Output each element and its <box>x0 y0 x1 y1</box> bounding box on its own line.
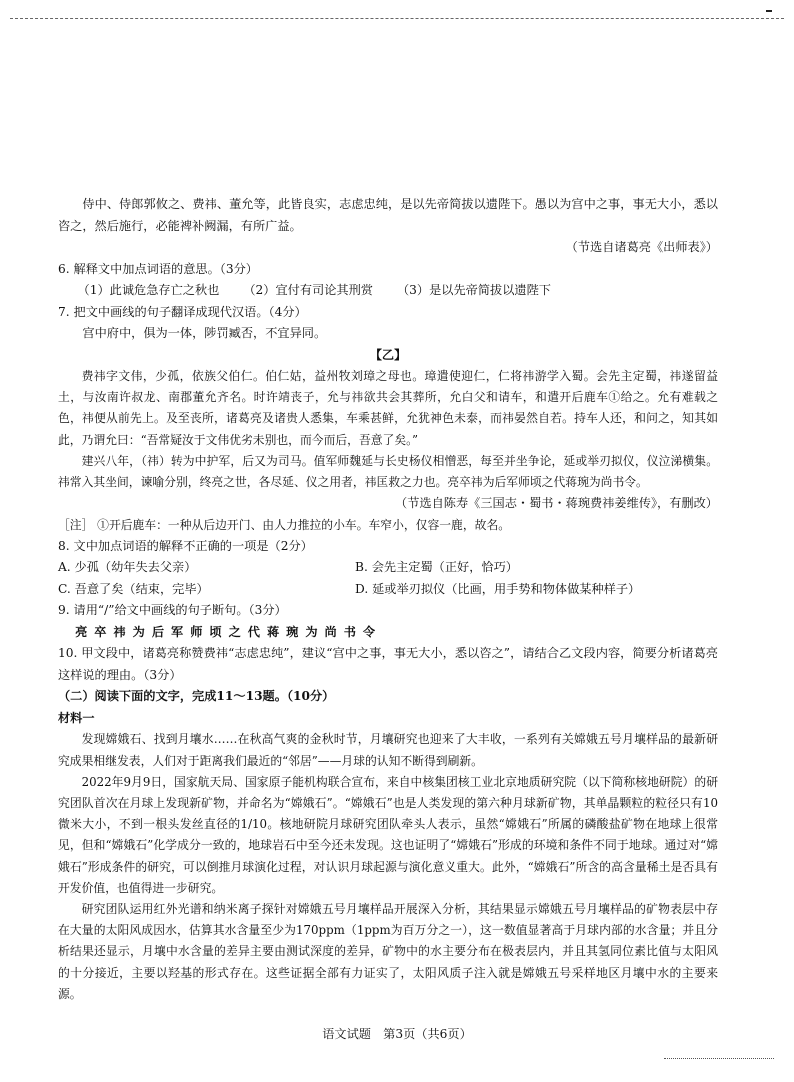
material-1-label: 材料一 <box>58 710 95 725</box>
material-1-paragraph-1: 发现嫦娥石、找到月壤水……在秋高气爽的金秋时节，月壤研究也迎来了大丰收，一系列有关嫦娥五号月壤样品的最新研究成果相继发表，人们对于距离我们最近的“邻居”——月球的认知不断得到刷新。 <box>58 732 718 768</box>
page-footer: 语文试题 第3页（共6页） <box>322 1027 472 1041</box>
question-8-option-d: D. 延或举刃拟仪（比画，用手势和物体做某种样子） <box>355 581 641 596</box>
section-2-title: （二）阅读下面的文字，完成11～13题。（10分） <box>58 689 335 704</box>
question-6-item-1: （1）此诚危急存亡之秋也 <box>77 283 220 297</box>
question-8-option-c: C. 吾意了矣（结束，完毕） <box>58 581 209 596</box>
question-8-options-row-2 <box>58 579 718 601</box>
question-6-item-2: （2）宜付有司论其刑赏 <box>243 283 373 297</box>
question-9-stem: 9. 请用“/”给文中画线的句子断句。（3分） <box>58 603 287 618</box>
passage-yi-source: （节选自陈寿《三国志・蜀书・蒋琬费祎姜维传》，有删改） <box>395 496 718 511</box>
question-10-stem: 10. 甲文段中，诸葛亮称赞费祎“志虑忠纯”，建议“宫中之事，事无大小，悉以咨之”，请结合乙文段内容，简要分析诸葛亮这样说的理由。（3分） <box>58 646 718 682</box>
material-1-paragraph-3: 研究团队运用红外光谱和纳米离子探针对嫦娥五号月壤样品开展深入分析，其结果显示嫦娥五号月壤样品的矿物表层中存在大量的太阳风成因水，估算其水含量至少为170ppm（1ppm为百万分之一），这一数值显著高于月球内部的水含量；并且分析结果还显示，月壤中水含量的差异主要由测试深度的差异，矿物中的水主要分布在极表层内，并且其氢同位素比值与太阳风的十分接近，主要以羟基的形式存在。这些证据全部有力证实了，太阳风质子注入就是嫦娥五号采样地区月壤中水的主要来源。 <box>58 902 718 1001</box>
question-6-stem: 6. 解释文中加点词语的意思。（3分） <box>58 261 258 276</box>
corner-mark <box>766 10 772 12</box>
question-6-items <box>58 280 718 302</box>
page-content <box>58 194 718 1005</box>
question-8-options-row-1 <box>58 557 718 579</box>
passage-yi-paragraph-2: 建兴八年，（祎）转为中护军，后又为司马。值军师魏延与长史杨仪相憎恶，每至并坐争论，延或举刃拟仪，仪泣涕横集。祎常入其坐间，谏喻分别，终亮之世，各尽延、仪之用者，祎匡救之力也。亮卒祎为后军师顷之代蒋琬为尚书令。 <box>58 453 718 490</box>
passage-jia-source: （节选自诸葛亮《出师表》） <box>565 240 718 254</box>
passage-jia-paragraph: 侍中、侍郎郭攸之、费祎、董允等，此皆良实，志虑忠纯，是以先帝简拔以遗陛下。愚以为宫中之事，事无大小，悉以咨之，然后施行，必能裨补阙漏，有所广益。 <box>58 197 718 233</box>
top-dashed-rule <box>10 18 784 19</box>
footer-dotted-line <box>664 1058 774 1059</box>
question-7-stem: 7. 把文中画线的句子翻译成现代汉语。（4分） <box>58 304 307 319</box>
passage-yi-heading: 【乙】 <box>369 347 407 362</box>
question-8-option-a: A. 少孤（幼年失去父亲） <box>58 560 197 575</box>
question-7-sentence: 宫中府中，俱为一体，陟罚臧否，不宜异同。 <box>82 326 327 340</box>
passage-yi-paragraph-1: 费祎字文伟，少孤，依族父伯仁。伯仁姑，益州牧刘璋之母也。璋遣使迎仁，仁将祎游学入蜀。会先主定蜀，祎遂留益土，与汝南许叔龙、南郡董允齐名。时许靖丧子，允与祎欲共会其葬所，允白父和请车，和遣开后鹿车①给之。允有难载之色，祎便从前先上。及至丧所，诸葛亮及诸贵人悉集，车乘甚鲜，允犹神色未泰，而祎晏然自若。持车人还，和问之，知其如此，乃谓允曰：“吾常疑汝于文伟优劣未别也，而今而后，吾意了矣。” <box>58 369 718 447</box>
question-8-stem: 8. 文中加点词语的解释不正确的一项是（2分） <box>58 538 313 553</box>
question-6-item-3: （3）是以先帝简拔以遗陛下 <box>396 283 551 297</box>
question-9-sentence: 亮卒祎为后军师顷之代蒋琬为尚书令 <box>75 624 383 639</box>
question-8-option-b: B. 会先主定蜀（正好，恰巧） <box>355 560 518 575</box>
material-1-paragraph-2: 2022年9月9日，国家航天局、国家原子能机构联合宣布，来自中核集团核工业北京地质研究院（以下简称核地研院）的研究团队首次在月球上发现新矿物，并命名为“嫦娥石”。“嫦娥石”也是人类发现的第六种月球新矿物，其单晶颗粒的粒径只有10微米大小，不到一根头发丝直径的1/10。核地研院月球研究团队牵头人表示，虽然“嫦娥石”所属的磷酸盐矿物在地球上很常见，但和“嫦娥石”化学成分一致的，地球岩石中至今还未发现。这也证明了“嫦娥石”形成的环境和条件不同于地球。通过对“嫦娥石”形成条件的研究，可以倒推月球演化过程，对认识月球起源与演化意义重大。此外，“嫦娥石”所含的高含量稀土是否具有开发价值，也值得进一步研究。 <box>58 774 718 895</box>
passage-yi-note: ［注］ ①开后鹿车：一种从后边开门、由人力推拉的小车。车窄小，仅容一鹿，故名。 <box>58 517 511 532</box>
